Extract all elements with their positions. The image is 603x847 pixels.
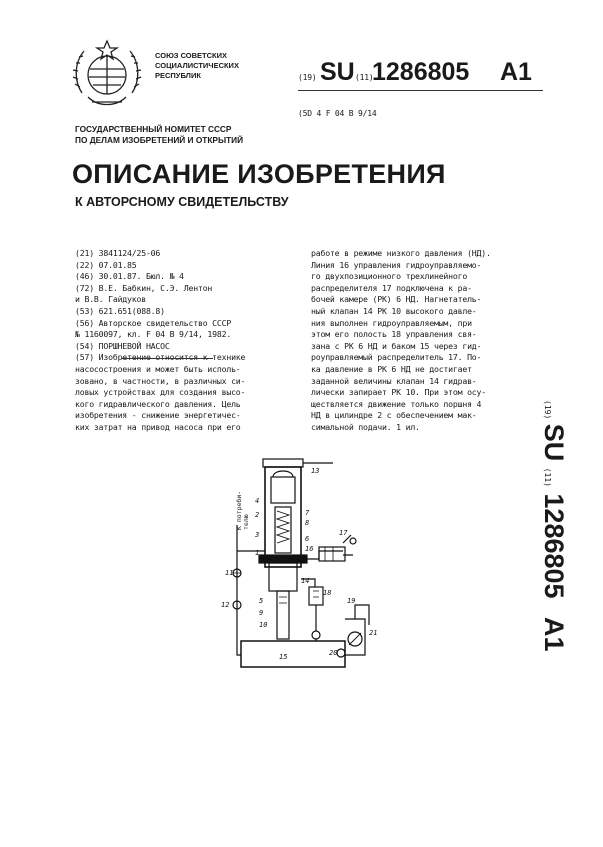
part-label: 13 (311, 467, 320, 475)
consumer-label (236, 491, 250, 530)
part-label: 8 (305, 519, 310, 527)
abstract-line: зовано, в частности, в различных си- (75, 375, 246, 386)
abstract-line: ловых устройствах для создания высо- (75, 387, 246, 398)
abstract-line: бочей камере (РК) 6 НД. Нагнетатель- (311, 294, 482, 305)
part-label: 7 (305, 509, 310, 517)
part-label: 17 (339, 529, 348, 537)
part-label: 14 (301, 577, 310, 585)
biblio-line: № 1160097, кл. F 04 B 9/14, 1982. (75, 329, 232, 340)
part-label: 16 (305, 545, 314, 553)
part-label: 9 (259, 609, 264, 617)
abstract-line: ких затрат на привод насоса при его (75, 421, 241, 432)
abstract-line: кого гидравлического давления. Цель (75, 398, 241, 409)
abstract-line: ществляется движение только поршня 4 (311, 398, 482, 409)
abstract-line: лически запирает РК 10. При этом осу- (311, 387, 486, 398)
consumer-label-line: К потреби- (235, 490, 243, 530)
code-11: (11) (355, 73, 374, 82)
part-label: 12 (221, 601, 230, 609)
part-label: 6 (305, 535, 310, 543)
abstract-line: НД в цилиндре 2 с обеспечением мак- (311, 410, 477, 421)
side-number: 1286805 (539, 493, 569, 599)
country-code: SU (320, 58, 355, 86)
state-line: СОЮЗ СОВЕТСКИХ (155, 51, 228, 60)
committee-line: ГОСУДАРСТВЕННЫЙ НОМИТЕТ СССР (75, 124, 232, 134)
document-title: ОПИСАНИЕ ИЗОБРЕТЕНИЯ (72, 159, 446, 189)
abstract-line: роуправляемый распределитель 17. По- (311, 352, 482, 363)
abstract-line: этом его полость 18 управления свя- (311, 329, 477, 340)
ussr-emblem (68, 37, 146, 115)
invention-title: (54) ПОРШНЕВОЙ НАСОС (75, 340, 170, 351)
side-patent-id (538, 400, 569, 652)
state-line: РЕСПУБЛИК (155, 71, 201, 80)
abstract-line: изобретения - снижение энергетичес- (75, 410, 241, 421)
part-label: 1 (255, 549, 260, 557)
part-label: 11 (225, 569, 234, 577)
abstract-line: симальной подачи. 1 ил. (311, 421, 420, 432)
biblio-line: (46) 30.01.87. Бюл. № 4 (75, 271, 184, 282)
patent-number: 1286805 (372, 58, 470, 86)
kind-code: A1 (500, 58, 532, 86)
abstract-line: ния выполнен гидроуправляемым, при (311, 317, 472, 328)
abstract-line: работе в режиме низкого давления (НД). (311, 248, 491, 258)
abstract-line: ка давление в РК 6 НД не достигает (311, 363, 472, 374)
abstract-line: насосостроения и может быть исполь- (75, 363, 241, 374)
abstract-line: зана с РК 6 НД и баком 15 через гид- (311, 340, 482, 351)
side-country: SU (539, 423, 569, 462)
schematic-svg (215, 455, 390, 685)
committee (75, 124, 243, 146)
part-label: 19 (347, 597, 356, 605)
part-label: 2 (255, 511, 260, 519)
abstract-line: ный клапан 14 РК 10 высокого давле- (311, 305, 477, 316)
abstract-line: распределителя 17 подключена к ра- (311, 282, 472, 293)
biblio-line: (21) 3841124/25-06 (75, 248, 161, 258)
biblio-line: (53) 621.651(088.8) (75, 305, 165, 316)
abstract-line: го двухпозиционного трехлинейного (311, 271, 468, 282)
biblio-line: (56) Авторское свидетельство СССР (75, 317, 232, 328)
abstract-line: заданной величины клапан 14 гидрав- (311, 375, 477, 386)
document-subtitle: К АВТОРСНОМУ СВИДЕТЕЛЬСТВУ (75, 195, 289, 209)
consumer-label-line: телю (242, 514, 250, 530)
code-19: (19) (298, 73, 317, 82)
part-label: 4 (255, 497, 260, 505)
biblio-line: (22) 07.01.85 (75, 259, 137, 270)
abstract-line: (57) Изобретение относится к технике (75, 352, 246, 363)
part-label: 21 (369, 629, 378, 637)
part-label: 20 (329, 649, 338, 657)
part-label: 18 (323, 589, 332, 597)
part-label: 15 (279, 653, 288, 661)
biblio-line: (72) В.Е. Бабкин, С.Э. Лентон (75, 282, 213, 293)
bibliographic-column (75, 248, 245, 434)
pump-schematic (215, 455, 390, 685)
biblio-line: и В.В. Гайдуков (75, 294, 146, 305)
abstract-line: Линия 16 управления гидроуправляемо- (311, 259, 482, 270)
part-label: 10 (259, 621, 268, 629)
underline (298, 90, 543, 91)
state-line: СОЦИАЛИСТИЧЕСКИХ (155, 61, 239, 70)
abstract-continuation (311, 248, 491, 434)
part-label: 5 (259, 597, 264, 605)
side-kind: A1 (539, 616, 569, 652)
state-name (155, 51, 239, 81)
part-label: 3 (255, 531, 260, 539)
committee-line: ПО ДЕЛАМ ИЗОБРЕТЕНИЙ И ОТКРЫТИЙ (75, 135, 244, 145)
side-code-19: (19) (543, 400, 552, 420)
invention-title-underline (121, 358, 213, 359)
side-code-11: (11) (543, 467, 552, 487)
ipc-class: (5D 4 F 04 B 9/14 (298, 109, 377, 118)
